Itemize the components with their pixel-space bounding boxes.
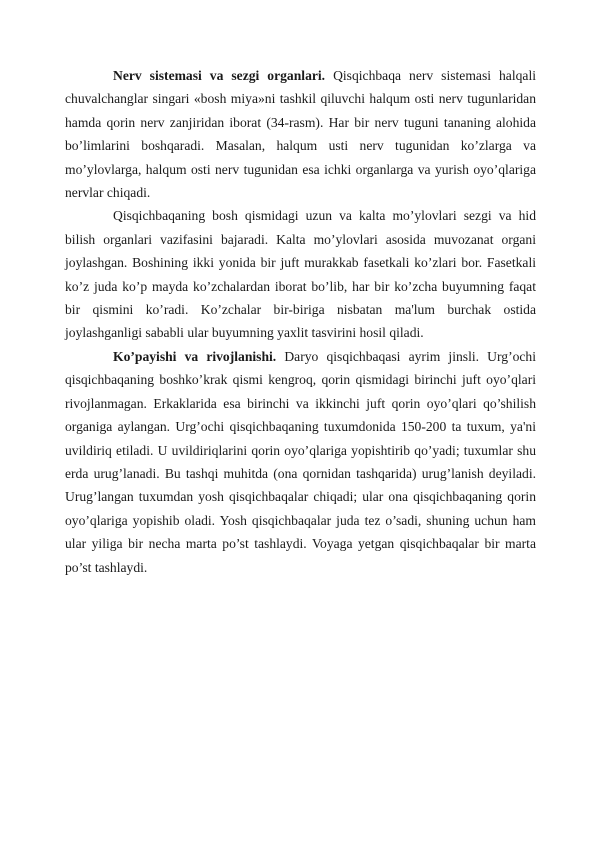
section-heading-nervous-system: Nerv sistemasi va sezgi organlari. [113,68,326,83]
paragraph-text: Qisqichbaqaning bosh qismidagi uzun va kalta mo’ylovlari sezgi va hid bilish organlari vazifasini bajaradi. Kalta mo’ylovlari asosida muvozanat organi joylashgan. Boshining ikki yonida bir juft murakkab fasetkali ko’zlari bor. Fasetkali ko’z juda ko’p mayda ko’zchalardan iborat bo’lib, har bir ko’zcha buyumning faqat bir qismini ko’radi. Ko’zchalar bir-biriga nisbatan ma'lum burchak ostida joylashganligi sababli ular buyumning yaxlit tasvirini hosil qiladi. [65,208,536,341]
paragraph-nervous-system [65,64,536,204]
paragraph-reproduction [65,345,536,579]
paragraph-sense-organs [65,204,536,344]
paragraph-text: Qisqichbaqa nerv sistemasi halqali chuvalchanglar singari «bosh miya»ni tashkil qiluvchi halqum osti nerv tugunlaridan hamda qorin nerv zanjiridan iborat (34-rasm). Har bir nerv tuguni tananing alohida bo’limlarini boshqaradi. Masalan, halqum usti nerv tugunidan ko’zlarga va mo’ylovlarga, halqum osti nerv tugunidan esa ichki organlarga va yurish oyo’qlariga nervlar chiqadi. [65,68,537,201]
paragraph-text: Daryo qisqichbaqasi ayrim jinsli. Urg’ochi qisqichbaqaning boshko’krak qismi kengroq, qorin qismidagi birinchi juft oyo’qlari rivojlanmagan. Erkaklarida esa birinchi va ikkinchi juft qorin oyo’qlari qo’shilish organiga aylangan. Urg’ochi qisqichbaqaning tuxumdonida 150-200 ta tuxum, ya'ni uvildiriq etiladi. U uvildiriqlarini qorin oyo’qlariga yopishtirib qo’yadi; tuxumlar shu erda urug’lanadi. Bu tashqi muhitda (ona qornidan tashqarida) urug’lanish deyiladi. Urug’langan tuxumdan yosh qisqichbaqalar chiqadi; ular ona qisqichbaqaning qorin oyo’qlariga yopishib oladi. Yosh qisqichbaqalar juda tez o’sadi, shuning uchun ham ular yiliga bir necha marta po’st tashlaydi. Voyaga yetgan qisqichbaqalar bir marta po’st tashlaydi. [65,348,536,575]
document-body [65,64,536,579]
section-heading-reproduction: Ko’payishi va rivojlanishi. [113,348,277,364]
